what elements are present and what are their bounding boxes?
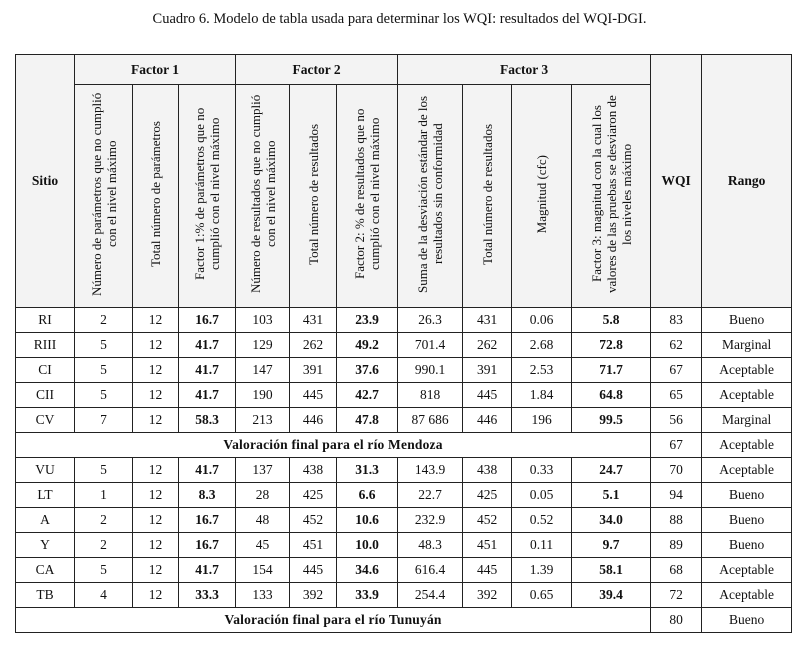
cell-f2a: 28: [236, 483, 290, 508]
cell-sitio: RI: [16, 308, 75, 333]
cell-f3a: 48.3: [398, 533, 463, 558]
table-row: [16, 483, 792, 508]
cell-f2b: 392: [290, 583, 337, 608]
cell-f3b: 446: [463, 408, 512, 433]
cell-f2b: 425: [290, 483, 337, 508]
cell-f1a: 5: [75, 558, 133, 583]
summary-label: Valoración final para el río Tunuyán: [16, 608, 651, 633]
cell-f2b: 431: [290, 308, 337, 333]
header-f2-noncompliant-results: Número de resultados que no cumplió con el nivel máximo: [236, 85, 290, 308]
cell-f2b: 438: [290, 458, 337, 483]
cell-f1a: 2: [75, 308, 133, 333]
cell-wqi: 67: [651, 358, 702, 383]
summary-wqi: 67: [651, 433, 702, 458]
cell-rango: Bueno: [702, 508, 792, 533]
cell-f3b: 392: [463, 583, 512, 608]
cell-f2: 33.9: [337, 583, 398, 608]
cell-f2: 37.6: [337, 358, 398, 383]
cell-f1a: 5: [75, 333, 133, 358]
cell-f2a: 133: [236, 583, 290, 608]
table-row: [16, 533, 792, 558]
cell-f1a: 5: [75, 358, 133, 383]
cell-f1: 8.3: [179, 483, 236, 508]
cell-f3b: 391: [463, 358, 512, 383]
cell-f3c: 0.11: [512, 533, 572, 558]
cell-f2: 34.6: [337, 558, 398, 583]
cell-f3c: 1.84: [512, 383, 572, 408]
cell-f3c: 0.52: [512, 508, 572, 533]
cell-rango: Aceptable: [702, 458, 792, 483]
cell-wqi: 88: [651, 508, 702, 533]
header-f2-total-results: Total número de resultados: [290, 85, 337, 308]
cell-f3b: 262: [463, 333, 512, 358]
cell-rango: Marginal: [702, 408, 792, 433]
table-body: [16, 308, 792, 633]
cell-wqi: 83: [651, 308, 702, 333]
header-f3-magnitude: Magnitud (cfc): [512, 85, 572, 308]
cell-f3: 34.0: [572, 508, 651, 533]
cell-f3: 39.4: [572, 583, 651, 608]
header-f3-total-results: Total número de resultados: [463, 85, 512, 308]
cell-f3c: 196: [512, 408, 572, 433]
summary-rango: Aceptable: [702, 433, 792, 458]
summary-label: Valoración final para el río Mendoza: [16, 433, 651, 458]
cell-wqi: 70: [651, 458, 702, 483]
cell-f2b: 451: [290, 533, 337, 558]
header-factor-1: Factor 1: [75, 55, 236, 85]
summary-row: [16, 433, 792, 458]
table-row: [16, 383, 792, 408]
cell-rango: Bueno: [702, 533, 792, 558]
cell-wqi: 62: [651, 333, 702, 358]
summary-row: [16, 608, 792, 633]
cell-f1: 41.7: [179, 383, 236, 408]
header-wqi: WQI: [651, 55, 702, 308]
cell-f2b: 452: [290, 508, 337, 533]
header-f3-deviation-sum: Suma de la desviación estándar de los resultados sin conformidad: [398, 85, 463, 308]
cell-f2a: 103: [236, 308, 290, 333]
cell-f2: 49.2: [337, 333, 398, 358]
cell-f1: 33.3: [179, 583, 236, 608]
wqi-results-table: [15, 54, 792, 633]
cell-f1b: 12: [133, 483, 179, 508]
cell-f3: 71.7: [572, 358, 651, 383]
cell-f3: 24.7: [572, 458, 651, 483]
cell-f1b: 12: [133, 358, 179, 383]
cell-f3c: 2.68: [512, 333, 572, 358]
cell-f2a: 129: [236, 333, 290, 358]
cell-sitio: Y: [16, 533, 75, 558]
cell-f1: 16.7: [179, 308, 236, 333]
cell-f3a: 254.4: [398, 583, 463, 608]
cell-f2b: 262: [290, 333, 337, 358]
cell-sitio: CI: [16, 358, 75, 383]
cell-f1a: 2: [75, 508, 133, 533]
cell-f1: 41.7: [179, 358, 236, 383]
cell-wqi: 68: [651, 558, 702, 583]
cell-f2b: 445: [290, 558, 337, 583]
cell-rango: Aceptable: [702, 358, 792, 383]
table-row: [16, 308, 792, 333]
cell-f2: 10.6: [337, 508, 398, 533]
cell-f1: 16.7: [179, 533, 236, 558]
cell-sitio: CV: [16, 408, 75, 433]
cell-wqi: 72: [651, 583, 702, 608]
cell-f1b: 12: [133, 583, 179, 608]
cell-f3c: 0.65: [512, 583, 572, 608]
cell-sitio: RIII: [16, 333, 75, 358]
cell-f3b: 452: [463, 508, 512, 533]
cell-f3b: 451: [463, 533, 512, 558]
cell-f3a: 818: [398, 383, 463, 408]
cell-f3: 5.1: [572, 483, 651, 508]
cell-f1b: 12: [133, 533, 179, 558]
table-row: [16, 333, 792, 358]
cell-rango: Bueno: [702, 483, 792, 508]
cell-f3c: 1.39: [512, 558, 572, 583]
cell-f3c: 0.33: [512, 458, 572, 483]
header-f2-percent: Factor 2: % de resultados que no cumplió con el nivel máximo: [337, 85, 398, 308]
cell-f2b: 445: [290, 383, 337, 408]
cell-f3b: 445: [463, 383, 512, 408]
cell-f3: 64.8: [572, 383, 651, 408]
cell-f3: 9.7: [572, 533, 651, 558]
cell-wqi: 65: [651, 383, 702, 408]
cell-f3: 58.1: [572, 558, 651, 583]
summary-wqi: 80: [651, 608, 702, 633]
table-caption: Cuadro 6. Modelo de tabla usada para determinar los WQI: resultados del WQI-DGI.: [152, 11, 647, 27]
cell-rango: Aceptable: [702, 583, 792, 608]
table-row: [16, 458, 792, 483]
cell-f2: 31.3: [337, 458, 398, 483]
cell-f2: 23.9: [337, 308, 398, 333]
cell-sitio: CII: [16, 383, 75, 408]
cell-f1: 58.3: [179, 408, 236, 433]
header-f1-noncompliant-params: Número de parámetros que no cumplió con el nivel máximo: [75, 85, 133, 308]
cell-f2b: 391: [290, 358, 337, 383]
cell-f3a: 26.3: [398, 308, 463, 333]
cell-sitio: TB: [16, 583, 75, 608]
table-row: [16, 583, 792, 608]
cell-f2: 10.0: [337, 533, 398, 558]
cell-f1: 41.7: [179, 458, 236, 483]
cell-wqi: 56: [651, 408, 702, 433]
header-factor-3: Factor 3: [398, 55, 651, 85]
cell-f1b: 12: [133, 333, 179, 358]
cell-f2a: 137: [236, 458, 290, 483]
cell-sitio: VU: [16, 458, 75, 483]
cell-rango: Marginal: [702, 333, 792, 358]
cell-rango: Aceptable: [702, 558, 792, 583]
cell-f1a: 4: [75, 583, 133, 608]
cell-f2: 42.7: [337, 383, 398, 408]
cell-f1b: 12: [133, 383, 179, 408]
header-f3-factor: Factor 3: magnitud con la cual los valores de las pruebas se desviaron de los niveles máximo: [572, 85, 651, 308]
cell-f2a: 213: [236, 408, 290, 433]
cell-f1a: 5: [75, 383, 133, 408]
cell-f2: 6.6: [337, 483, 398, 508]
cell-f2a: 190: [236, 383, 290, 408]
cell-rango: Bueno: [702, 308, 792, 333]
cell-f1a: 1: [75, 483, 133, 508]
cell-f2a: 48: [236, 508, 290, 533]
cell-f3b: 445: [463, 558, 512, 583]
table-row: [16, 358, 792, 383]
cell-wqi: 89: [651, 533, 702, 558]
cell-f2a: 154: [236, 558, 290, 583]
cell-f1a: 5: [75, 458, 133, 483]
cell-f3a: 990.1: [398, 358, 463, 383]
summary-rango: Bueno: [702, 608, 792, 633]
cell-f1: 16.7: [179, 508, 236, 533]
table-row: [16, 408, 792, 433]
cell-f3a: 87 686: [398, 408, 463, 433]
cell-f3a: 232.9: [398, 508, 463, 533]
cell-f1: 41.7: [179, 333, 236, 358]
cell-f2b: 446: [290, 408, 337, 433]
cell-f3c: 0.05: [512, 483, 572, 508]
cell-f1b: 12: [133, 458, 179, 483]
cell-f3b: 431: [463, 308, 512, 333]
cell-f3b: 425: [463, 483, 512, 508]
cell-f1: 41.7: [179, 558, 236, 583]
cell-wqi: 94: [651, 483, 702, 508]
cell-f3c: 2.53: [512, 358, 572, 383]
cell-f1a: 2: [75, 533, 133, 558]
cell-f3a: 701.4: [398, 333, 463, 358]
cell-f1b: 12: [133, 408, 179, 433]
cell-rango: Aceptable: [702, 383, 792, 408]
cell-sitio: CA: [16, 558, 75, 583]
header-factor-2: Factor 2: [236, 55, 398, 85]
cell-f3: 72.8: [572, 333, 651, 358]
cell-f1a: 7: [75, 408, 133, 433]
cell-f3a: 22.7: [398, 483, 463, 508]
cell-f3a: 616.4: [398, 558, 463, 583]
header-sitio: Sitio: [16, 55, 75, 308]
table-row: [16, 508, 792, 533]
cell-f1b: 12: [133, 508, 179, 533]
cell-f3: 5.8: [572, 308, 651, 333]
cell-sitio: LT: [16, 483, 75, 508]
header-f1-percent: Factor 1:% de parámetros que no cumplió con el nivel máximo: [179, 85, 236, 308]
cell-f3: 99.5: [572, 408, 651, 433]
table-row: [16, 558, 792, 583]
cell-f3c: 0.06: [512, 308, 572, 333]
cell-sitio: A: [16, 508, 75, 533]
cell-f3a: 143.9: [398, 458, 463, 483]
cell-f3b: 438: [463, 458, 512, 483]
cell-f1b: 12: [133, 558, 179, 583]
header-f1-total-params: Total número de parámetros: [133, 85, 179, 308]
cell-f2: 47.8: [337, 408, 398, 433]
header-rango: Rango: [702, 55, 792, 308]
cell-f1b: 12: [133, 308, 179, 333]
cell-f2a: 147: [236, 358, 290, 383]
cell-f2a: 45: [236, 533, 290, 558]
